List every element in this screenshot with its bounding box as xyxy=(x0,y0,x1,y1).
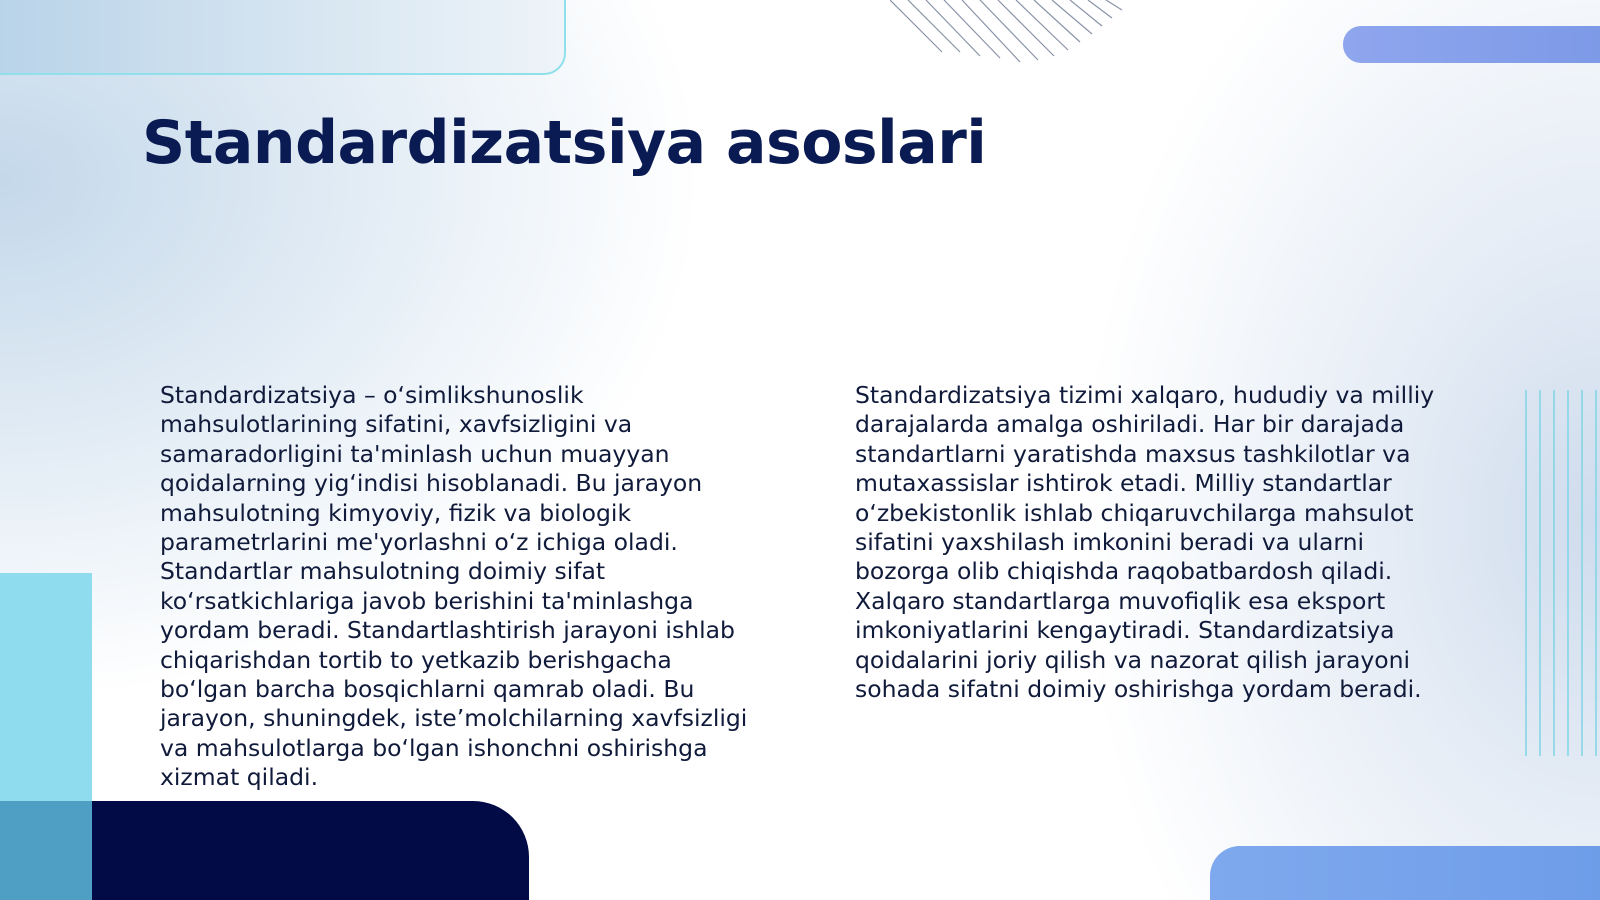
decorative-top-left-panel xyxy=(0,0,566,75)
decorative-navy-block xyxy=(92,801,529,900)
body-text-right-column: Standardizatsiya tizimi xalqaro, hududiy va milliy darajalarda amalga oshiriladi. Har bir darajada standartlarni yaratishda maxsus tashkilotlar va mutaxassislar ishtirok etadi. Milliy standartlar o‘zbekistonlik ishlab chiqaruvchilarga mahsulot sifatini yaxshilash imkonini beradi va ularni bozorga olib chiqishda raqobatbardosh qiladi. Xalqaro standartlarga muvofiqlik esa eksport imkoniyatlarini kengaytiradi. Standardizatsiya qoidalarini joriy qilish va nazorat qilish jarayoni sohada sifatni doimiy oshirishga yordam beradi. xyxy=(855,381,1435,704)
body-text-left-column: Standardizatsiya – o‘simlikshunoslik mahsulotlarining sifatini, xavfsizligini va samaradorligini ta'minlash uchun muayyan qoidalarning yig‘indisi hisoblanadi. Bu jarayon mahsulotning kimyoviy, fizik va biologik parametrlarini me'yorlashni o‘z ichiga oladi. Standartlar mahsulotning doimiy sifat ko‘rsatkichlariga javob berishini ta'minlashga yordam beradi. Standartlashtirish jarayoni ishlab chiqarishdan tortib to yetkazib berishgacha bo‘lgan barcha bosqichlarni qamrab oladi. Bu jarayon, shuningdek, iste’molchilarning xavfsizligi va mahsulotlarga bo‘lgan ishonchni oshirishga xizmat qiladi. xyxy=(160,381,748,792)
decorative-cyan-block xyxy=(0,573,92,801)
decorative-teal-block xyxy=(0,801,92,900)
decorative-top-right-pill xyxy=(1343,26,1600,63)
slide-title: Standardizatsiya asoslari xyxy=(142,108,987,178)
decorative-vertical-lines xyxy=(1520,390,1600,756)
decorative-bottom-right-pill xyxy=(1210,846,1600,900)
decorative-diagonal-lines xyxy=(890,0,1150,66)
